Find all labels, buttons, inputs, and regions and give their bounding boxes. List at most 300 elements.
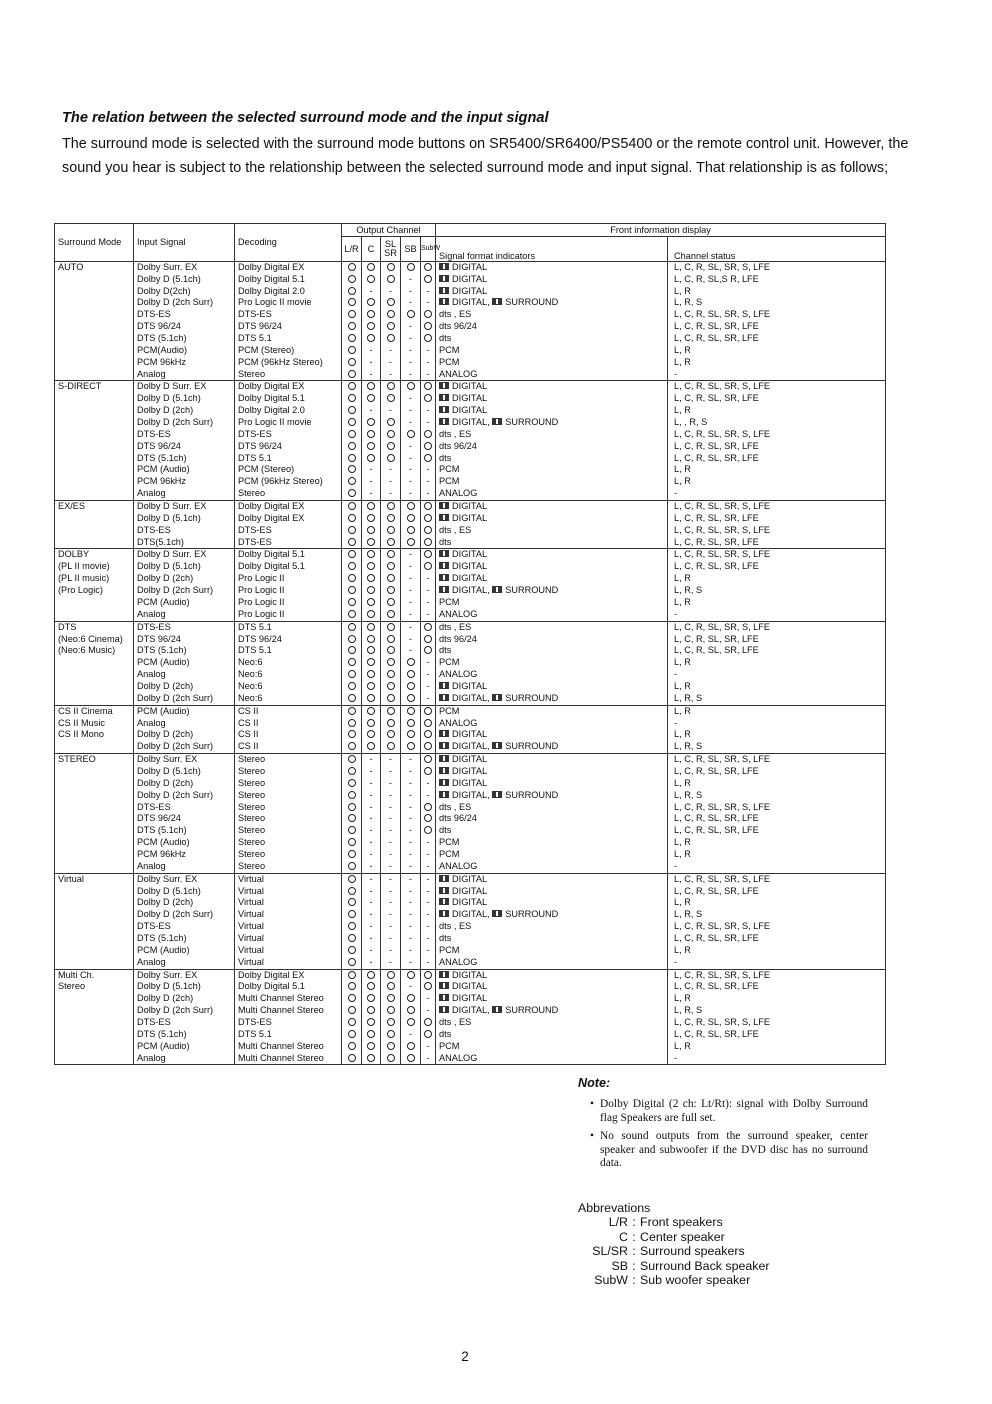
output-sb-cell xyxy=(401,405,421,417)
signal-format-cell xyxy=(436,549,668,561)
signal-format-cell: dts xyxy=(436,645,668,657)
output-off-mark: - xyxy=(409,285,412,296)
output-sb-cell xyxy=(401,369,421,381)
dolby-logo-icon xyxy=(492,298,502,305)
output-sb-cell xyxy=(401,1017,421,1029)
input-signal-cell: Dolby D (2ch) xyxy=(134,778,235,790)
output-on-icon xyxy=(348,707,356,715)
channel-status-cell: L, C, R, SL, SR, LFE xyxy=(668,933,886,945)
output-on-icon xyxy=(348,982,356,990)
output-off-mark: - xyxy=(426,669,430,680)
output-lr-cell xyxy=(342,825,362,837)
input-signal-cell: Dolby D (2ch) xyxy=(134,897,235,909)
table-row xyxy=(55,333,886,345)
output-on-icon xyxy=(367,454,375,462)
output-on-icon xyxy=(348,1030,356,1038)
header-channel-status: Channel status xyxy=(668,236,886,261)
output-on-icon xyxy=(387,442,395,450)
signal-format-cell: ANALOG xyxy=(436,669,668,681)
input-signal-cell: Dolby D (5.1ch) xyxy=(134,886,235,898)
output-off-mark: - xyxy=(409,321,412,332)
input-signal-cell: Dolby D (2ch) xyxy=(134,729,235,741)
table-row xyxy=(55,897,886,909)
table-row xyxy=(55,790,886,802)
output-sb-cell xyxy=(401,274,421,286)
output-off-mark: - xyxy=(369,848,373,859)
dolby-logo-icon xyxy=(492,586,502,593)
header-decoding: Decoding xyxy=(235,224,342,262)
output-sb-cell xyxy=(401,634,421,646)
output-sb-cell xyxy=(401,453,421,465)
signal-format-cell: PCM xyxy=(436,705,668,717)
dolby-logo-icon xyxy=(439,779,449,786)
output-off-mark: - xyxy=(426,692,430,703)
input-signal-cell: Dolby D (2ch Surr) xyxy=(134,693,235,705)
output-subw-cell xyxy=(421,441,436,453)
output-c-cell xyxy=(362,657,381,669)
output-lr-cell xyxy=(342,321,362,333)
output-subw-cell xyxy=(421,537,436,549)
output-lr-cell xyxy=(342,417,362,429)
output-off-mark: - xyxy=(369,801,373,812)
output-off-mark: - xyxy=(389,765,392,776)
output-off-mark: - xyxy=(409,885,412,896)
input-signal-cell: Dolby D (2ch Surr) xyxy=(134,909,235,921)
table-row xyxy=(55,778,886,790)
decoding-cell: Pro Logic II xyxy=(235,585,342,597)
output-on-icon xyxy=(424,707,432,715)
output-on-icon xyxy=(367,418,375,426)
decoding-cell: Pro Logic II xyxy=(235,573,342,585)
output-off-mark: - xyxy=(409,368,412,379)
output-on-icon xyxy=(424,635,432,643)
output-on-icon xyxy=(407,1054,415,1062)
output-on-icon xyxy=(367,982,375,990)
output-slsr-cell xyxy=(381,634,401,646)
output-sb-cell xyxy=(401,693,421,705)
signal-indicator-text: DIGITAL xyxy=(452,741,488,752)
input-signal-cell: Dolby D (5.1ch) xyxy=(134,513,235,525)
channel-status-cell: L, R xyxy=(668,345,886,357)
dolby-logo-icon xyxy=(439,982,449,989)
output-on-icon xyxy=(424,982,432,990)
output-slsr-cell xyxy=(381,464,401,476)
output-lr-cell xyxy=(342,957,362,969)
output-lr-cell xyxy=(342,909,362,921)
output-on-icon xyxy=(367,1042,375,1050)
output-sb-cell xyxy=(401,909,421,921)
output-lr-cell xyxy=(342,645,362,657)
table-row xyxy=(55,669,886,681)
channel-status-cell: L, C, R, SL, SR, LFE xyxy=(668,1029,886,1041)
input-signal-cell: Dolby Surr. EX xyxy=(134,969,235,981)
input-signal-cell: DTS 96/24 xyxy=(134,321,235,333)
dolby-logo-icon xyxy=(439,275,449,282)
surround-mode-cell xyxy=(55,693,134,705)
table-row xyxy=(55,837,886,849)
output-on-icon xyxy=(424,623,432,631)
channel-status-cell: L, C, R, SL, SR, S, LFE xyxy=(668,921,886,933)
output-c-cell xyxy=(362,309,381,321)
output-off-mark: - xyxy=(426,993,430,1004)
decoding-cell: Pro Logic II movie xyxy=(235,297,342,309)
output-on-icon xyxy=(348,898,356,906)
output-off-mark: - xyxy=(409,488,412,499)
output-subw-cell xyxy=(421,597,436,609)
signal-indicator-text: DIGITAL xyxy=(452,885,488,896)
surround-mode-cell xyxy=(55,525,134,537)
output-c-cell xyxy=(362,693,381,705)
output-on-icon xyxy=(387,562,395,570)
output-sb-cell xyxy=(401,525,421,537)
decoding-cell: Multi Channel Stereo xyxy=(235,1005,342,1017)
input-signal-cell: Dolby D (2ch Surr) xyxy=(134,741,235,753)
output-sb-cell xyxy=(401,705,421,717)
output-slsr-cell xyxy=(381,393,401,405)
output-subw-cell xyxy=(421,1029,436,1041)
channel-status-cell: L, R xyxy=(668,897,886,909)
output-on-icon xyxy=(387,514,395,522)
output-sb-cell xyxy=(401,790,421,802)
output-on-icon xyxy=(348,538,356,546)
table-row xyxy=(55,441,886,453)
output-off-mark: - xyxy=(409,777,412,788)
input-signal-cell: DTS (5.1ch) xyxy=(134,645,235,657)
output-subw-cell xyxy=(421,741,436,753)
decoding-cell: Stereo xyxy=(235,369,342,381)
output-on-icon xyxy=(407,682,415,690)
output-slsr-cell xyxy=(381,993,401,1005)
output-subw-cell xyxy=(421,705,436,717)
decoding-cell: Neo:6 xyxy=(235,681,342,693)
input-signal-cell: DTS-ES xyxy=(134,1017,235,1029)
decoding-cell: Dolby Digital 5.1 xyxy=(235,549,342,561)
input-signal-cell: PCM(Audio) xyxy=(134,345,235,357)
table-row xyxy=(55,754,886,766)
output-off-mark: - xyxy=(426,885,430,896)
output-subw-cell xyxy=(421,549,436,561)
output-on-icon xyxy=(348,502,356,510)
dolby-logo-icon xyxy=(492,418,502,425)
surround-mode-cell xyxy=(55,1029,134,1041)
output-on-icon xyxy=(367,442,375,450)
output-on-icon xyxy=(424,394,432,402)
output-off-mark: - xyxy=(389,837,392,848)
output-sb-cell xyxy=(401,609,421,621)
output-lr-cell xyxy=(342,1053,362,1065)
output-on-icon xyxy=(407,670,415,678)
output-on-icon xyxy=(387,742,395,750)
table-row xyxy=(55,718,886,730)
decoding-cell: Dolby Digital EX xyxy=(235,969,342,981)
table-row xyxy=(55,345,886,357)
output-lr-cell xyxy=(342,705,362,717)
dolby-logo-icon xyxy=(439,887,449,894)
output-slsr-cell xyxy=(381,297,401,309)
surround-mode-cell: EX/ES xyxy=(55,501,134,513)
output-sb-cell xyxy=(401,357,421,369)
output-on-icon xyxy=(367,550,375,558)
output-off-mark: - xyxy=(369,488,373,499)
signal-format-cell: dts , ES xyxy=(436,429,668,441)
channel-status-cell: L, R xyxy=(668,657,886,669)
channel-status-cell: L, R xyxy=(668,849,886,861)
output-c-cell xyxy=(362,464,381,476)
dolby-logo-icon xyxy=(439,586,449,593)
output-c-cell xyxy=(362,405,381,417)
output-off-mark: - xyxy=(409,754,412,765)
output-on-icon xyxy=(367,298,375,306)
output-subw-cell xyxy=(421,634,436,646)
input-signal-cell: DTS(5.1ch) xyxy=(134,537,235,549)
surround-mode-cell: Stereo xyxy=(55,981,134,993)
output-on-icon xyxy=(348,358,356,366)
output-off-mark: - xyxy=(389,932,392,943)
output-subw-cell xyxy=(421,969,436,981)
output-off-mark: - xyxy=(369,932,373,943)
output-slsr-cell xyxy=(381,405,401,417)
output-slsr-cell xyxy=(381,897,401,909)
signal-format-cell: dts 96/24 xyxy=(436,813,668,825)
signal-format-cell xyxy=(436,766,668,778)
output-on-icon xyxy=(387,263,395,271)
output-lr-cell xyxy=(342,297,362,309)
output-lr-cell xyxy=(342,597,362,609)
output-c-cell xyxy=(362,766,381,778)
signal-format-cell xyxy=(436,729,668,741)
output-c-cell xyxy=(362,333,381,345)
table-row xyxy=(55,609,886,621)
dolby-logo-icon xyxy=(439,574,449,581)
output-sb-cell xyxy=(401,766,421,778)
output-off-mark: - xyxy=(389,777,392,788)
output-on-icon xyxy=(424,562,432,570)
output-subw-cell xyxy=(421,274,436,286)
surround-mode-cell xyxy=(55,945,134,957)
signal-format-cell: ANALOG xyxy=(436,609,668,621)
channel-status-cell: L, C, R, SL, SR, LFE xyxy=(668,321,886,333)
intro-paragraph: The surround mode is selected with the surround mode buttons on SR5400/SR6400/PS5400 or the remote control unit. However, the sound you hear is subject to the relationship between the selected surround mode and input signal. That relationship is as follows; xyxy=(62,136,909,176)
output-off-mark: - xyxy=(389,860,392,871)
channel-status-cell: L, R xyxy=(668,405,886,417)
signal-indicator-text: SURROUND xyxy=(505,692,559,703)
output-c-cell xyxy=(362,561,381,573)
output-off-mark: - xyxy=(426,1040,430,1051)
output-slsr-cell xyxy=(381,718,401,730)
signal-indicator-text: SURROUND xyxy=(505,909,559,920)
output-on-icon xyxy=(348,719,356,727)
channel-status-cell: L, R, S xyxy=(668,585,886,597)
decoding-cell: Dolby Digital EX xyxy=(235,501,342,513)
output-on-icon xyxy=(424,1018,432,1026)
output-on-icon xyxy=(407,1006,415,1014)
output-subw-cell xyxy=(421,357,436,369)
output-on-icon xyxy=(407,310,415,318)
output-on-icon xyxy=(407,1018,415,1026)
abbreviation-row: L/R : Front speakers xyxy=(578,1215,770,1229)
channel-status-cell: L, R, S xyxy=(668,909,886,921)
separator: , xyxy=(487,741,493,752)
output-subw-cell xyxy=(421,921,436,933)
abbreviation-row: SL/SR : Surround speakers xyxy=(578,1244,770,1258)
input-signal-cell: DTS (5.1ch) xyxy=(134,1029,235,1041)
output-slsr-cell xyxy=(381,969,401,981)
output-off-mark: - xyxy=(389,873,392,884)
channel-status-cell: L, C, R, SL, SR, LFE xyxy=(668,333,886,345)
surround-mode-cell xyxy=(55,837,134,849)
output-c-cell xyxy=(362,453,381,465)
signal-format-cell xyxy=(436,969,668,981)
signal-format-cell xyxy=(436,778,668,790)
signal-indicator-text: DIGITAL xyxy=(452,561,488,572)
output-on-icon xyxy=(348,418,356,426)
output-lr-cell xyxy=(342,933,362,945)
output-slsr-cell xyxy=(381,597,401,609)
output-off-mark: - xyxy=(369,765,373,776)
output-subw-cell xyxy=(421,693,436,705)
signal-format-cell xyxy=(436,981,668,993)
output-subw-cell xyxy=(421,873,436,885)
output-subw-cell xyxy=(421,261,436,273)
output-c-cell xyxy=(362,825,381,837)
channel-status-cell: L, C, R, SL, SR, LFE xyxy=(668,981,886,993)
channel-status-cell: L, C, R, SL, SR, S, LFE xyxy=(668,501,886,513)
channel-status-cell: L, R, S xyxy=(668,790,886,802)
output-lr-cell xyxy=(342,453,362,465)
output-off-mark: - xyxy=(426,860,430,871)
surround-mode-cell: (Neo:6 Cinema) xyxy=(55,634,134,646)
signal-format-cell xyxy=(436,993,668,1005)
output-off-mark: - xyxy=(369,897,373,908)
table-row xyxy=(55,561,886,573)
output-lr-cell xyxy=(342,501,362,513)
channel-status-cell: L, R xyxy=(668,729,886,741)
surround-mode-cell xyxy=(55,464,134,476)
output-lr-cell xyxy=(342,969,362,981)
output-subw-cell xyxy=(421,621,436,633)
output-off-mark: - xyxy=(409,860,412,871)
signal-indicator-text: DIGITAL xyxy=(452,754,488,765)
input-signal-cell: DTS-ES xyxy=(134,429,235,441)
surround-mode-cell xyxy=(55,333,134,345)
output-off-mark: - xyxy=(369,476,373,487)
output-off-mark: - xyxy=(426,368,430,379)
output-on-icon xyxy=(367,502,375,510)
output-off-mark: - xyxy=(426,476,430,487)
output-off-mark: - xyxy=(369,754,373,765)
signal-format-cell: dts xyxy=(436,933,668,945)
output-sb-cell xyxy=(401,669,421,681)
output-on-icon xyxy=(387,310,395,318)
surround-mode-cell xyxy=(55,1041,134,1053)
output-on-icon xyxy=(367,707,375,715)
channel-status-cell: L, R xyxy=(668,357,886,369)
channel-status-cell: - xyxy=(668,1053,886,1065)
decoding-cell: DTS 96/24 xyxy=(235,441,342,453)
table-body xyxy=(55,261,886,1065)
output-sb-cell xyxy=(401,802,421,814)
surround-mode-cell xyxy=(55,286,134,298)
output-slsr-cell xyxy=(381,321,401,333)
signal-format-cell: ANALOG xyxy=(436,369,668,381)
output-sb-cell xyxy=(401,813,421,825)
note-section xyxy=(578,1076,868,1176)
dolby-logo-icon xyxy=(439,694,449,701)
output-slsr-cell xyxy=(381,1053,401,1065)
signal-format-cell xyxy=(436,754,668,766)
channel-status-cell: L, C, R, SL, SR, LFE xyxy=(668,393,886,405)
surround-mode-cell xyxy=(55,309,134,321)
signal-format-cell: dts , ES xyxy=(436,621,668,633)
table-row xyxy=(55,886,886,898)
output-on-icon xyxy=(387,394,395,402)
table-row xyxy=(55,309,886,321)
output-lr-cell xyxy=(342,718,362,730)
output-c-cell xyxy=(362,849,381,861)
input-signal-cell: DTS (5.1ch) xyxy=(134,333,235,345)
channel-status-cell: L, R xyxy=(668,464,886,476)
output-slsr-cell xyxy=(381,909,401,921)
output-on-icon xyxy=(348,838,356,846)
output-on-icon xyxy=(387,574,395,582)
output-c-cell xyxy=(362,886,381,898)
output-on-icon xyxy=(348,814,356,822)
output-off-mark: - xyxy=(409,897,412,908)
output-on-icon xyxy=(348,875,356,883)
output-sb-cell xyxy=(401,825,421,837)
decoding-cell: Dolby Digital 5.1 xyxy=(235,561,342,573)
input-signal-cell: DTS-ES xyxy=(134,802,235,814)
output-sb-cell xyxy=(401,537,421,549)
output-off-mark: - xyxy=(426,909,430,920)
output-subw-cell xyxy=(421,1005,436,1017)
surround-mode-cell xyxy=(55,897,134,909)
table-row xyxy=(55,405,886,417)
output-c-cell xyxy=(362,345,381,357)
output-on-icon xyxy=(348,550,356,558)
output-off-mark: - xyxy=(426,285,430,296)
output-on-icon xyxy=(407,730,415,738)
output-on-icon xyxy=(367,994,375,1002)
output-sb-cell xyxy=(401,921,421,933)
output-slsr-cell xyxy=(381,513,401,525)
output-c-cell xyxy=(362,957,381,969)
decoding-cell: DTS 5.1 xyxy=(235,453,342,465)
output-on-icon xyxy=(367,1006,375,1014)
output-on-icon xyxy=(424,767,432,775)
surround-mode-cell xyxy=(55,669,134,681)
signal-indicator-text: DIGITAL xyxy=(452,501,488,512)
output-off-mark: - xyxy=(369,825,373,836)
output-on-icon xyxy=(367,514,375,522)
signal-format-cell xyxy=(436,585,668,597)
output-off-mark: - xyxy=(409,837,412,848)
output-off-mark: - xyxy=(426,777,430,788)
output-off-mark: - xyxy=(409,801,412,812)
output-sb-cell xyxy=(401,897,421,909)
output-subw-cell xyxy=(421,909,436,921)
output-on-icon xyxy=(387,430,395,438)
surround-mode-cell xyxy=(55,657,134,669)
output-sb-cell xyxy=(401,645,421,657)
signal-format-cell xyxy=(436,274,668,286)
signal-format-cell xyxy=(436,790,668,802)
output-off-mark: - xyxy=(409,944,412,955)
channel-status-cell: - xyxy=(668,861,886,873)
input-signal-cell: Dolby D (2ch) xyxy=(134,993,235,1005)
channel-status-cell: L, R xyxy=(668,705,886,717)
output-c-cell xyxy=(362,297,381,309)
